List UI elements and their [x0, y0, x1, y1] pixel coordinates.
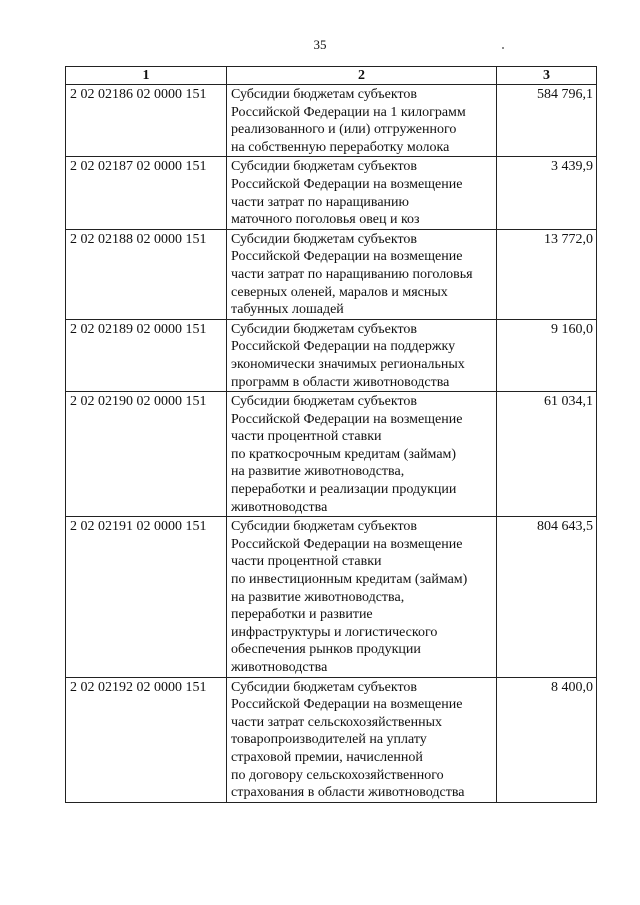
budget-code-cell: 2 02 02186 02 0000 151: [66, 85, 227, 157]
table-row: [66, 677, 597, 802]
scan-speck: [502, 47, 504, 49]
table-row: [66, 85, 597, 157]
description-line: Российской Федерации на возмещение: [231, 697, 463, 713]
amount-cell: 3 439,9: [497, 157, 597, 229]
description-line: программ в области животноводства: [231, 374, 450, 390]
description-cell: [227, 85, 497, 157]
column-header-description: 2: [227, 67, 497, 85]
description-line: экономически значимых региональных: [231, 356, 465, 372]
budget-code-cell: 2 02 02191 02 0000 151: [66, 517, 227, 677]
description-line: на развитие животноводства,: [231, 464, 405, 480]
description-cell: [227, 319, 497, 391]
budget-code-cell: 2 02 02192 02 0000 151: [66, 677, 227, 802]
description-line: табунных лошадей: [231, 302, 344, 318]
description-line: Российской Федерации на возмещение: [231, 176, 463, 192]
description-line: животноводства: [231, 499, 328, 515]
description-line: Российской Федерации на возмещение: [231, 411, 463, 427]
description-line: страховой премии, начисленной: [231, 749, 423, 765]
amount-cell: 61 034,1: [497, 392, 597, 517]
budget-code-cell: 2 02 02189 02 0000 151: [66, 319, 227, 391]
description-line: части затрат по наращиванию: [231, 194, 409, 210]
table-row: [66, 157, 597, 229]
description-line: Субсидии бюджетам субъектов: [231, 394, 418, 410]
description-line: части затрат по наращиванию поголовья: [231, 266, 473, 282]
description-line: части затрат сельскохозяйственных: [231, 714, 443, 730]
description-line: Российской Федерации на возмещение: [231, 249, 463, 265]
description-line: Субсидии бюджетам субъектов: [231, 679, 418, 695]
description-cell: [227, 517, 497, 677]
description-line: страхования в области животноводства: [231, 785, 465, 801]
description-line: по краткосрочным кредитам (займам): [231, 446, 457, 462]
description-line: на развитие животноводства,: [231, 589, 405, 605]
description-line: по инвестиционным кредитам (займам): [231, 572, 468, 588]
description-line: переработки и развитие: [231, 607, 373, 623]
amount-cell: 8 400,0: [497, 677, 597, 802]
description-line: на собственную переработку молока: [231, 139, 450, 155]
description-line: переработки и реализации продукции: [231, 482, 457, 498]
description-line: части процентной ставки: [231, 554, 382, 570]
table-header-row: [66, 67, 597, 85]
description-line: Субсидии бюджетам субъектов: [231, 321, 418, 337]
description-line: животноводства: [231, 660, 328, 675]
amount-cell: 9 160,0: [497, 319, 597, 391]
page-number: 35: [313, 37, 327, 52]
description-line: реализованного и (или) отгруженного: [231, 122, 457, 138]
budget-code-cell: 2 02 02187 02 0000 151: [66, 157, 227, 229]
table-row: [66, 392, 597, 517]
description-line: Субсидии бюджетам субъектов: [231, 159, 418, 175]
amount-cell: 584 796,1: [497, 85, 597, 157]
description-line: части процентной ставки: [231, 429, 382, 445]
description-line: инфраструктуры и логистического: [231, 624, 438, 640]
description-line: товаропроизводителей на уплату: [231, 732, 427, 748]
description-line: Субсидии бюджетам субъектов: [231, 519, 418, 535]
description-line: маточного поголовья овец и коз: [231, 212, 420, 228]
description-cell: [227, 392, 497, 517]
table-row: [66, 517, 597, 677]
budget-code-cell: 2 02 02188 02 0000 151: [66, 229, 227, 319]
table-row: [66, 229, 597, 319]
amount-cell: 804 643,5: [497, 517, 597, 677]
budget-code-cell: 2 02 02190 02 0000 151: [66, 392, 227, 517]
description-line: Российской Федерации на поддержку: [231, 339, 456, 355]
description-line: Субсидии бюджетам субъектов: [231, 231, 418, 247]
table-row: [66, 319, 597, 391]
description-line: обеспечения рынков продукции: [231, 642, 421, 658]
description-line: северных оленей, маралов и мясных: [231, 284, 448, 300]
column-header-code: 1: [66, 67, 227, 85]
description-cell: [227, 229, 497, 319]
description-cell: [227, 157, 497, 229]
amount-cell: 13 772,0: [497, 229, 597, 319]
description-line: Российской Федерации на 1 килограмм: [231, 104, 466, 120]
budget-table: [65, 66, 597, 803]
description-line: Субсидии бюджетам субъектов: [231, 87, 418, 102]
table-body: [66, 85, 597, 803]
description-line: по договору сельскохозяйственного: [231, 767, 444, 783]
column-header-amount: 3: [497, 67, 597, 85]
description-line: Российской Федерации на возмещение: [231, 536, 463, 552]
description-cell: [227, 677, 497, 802]
